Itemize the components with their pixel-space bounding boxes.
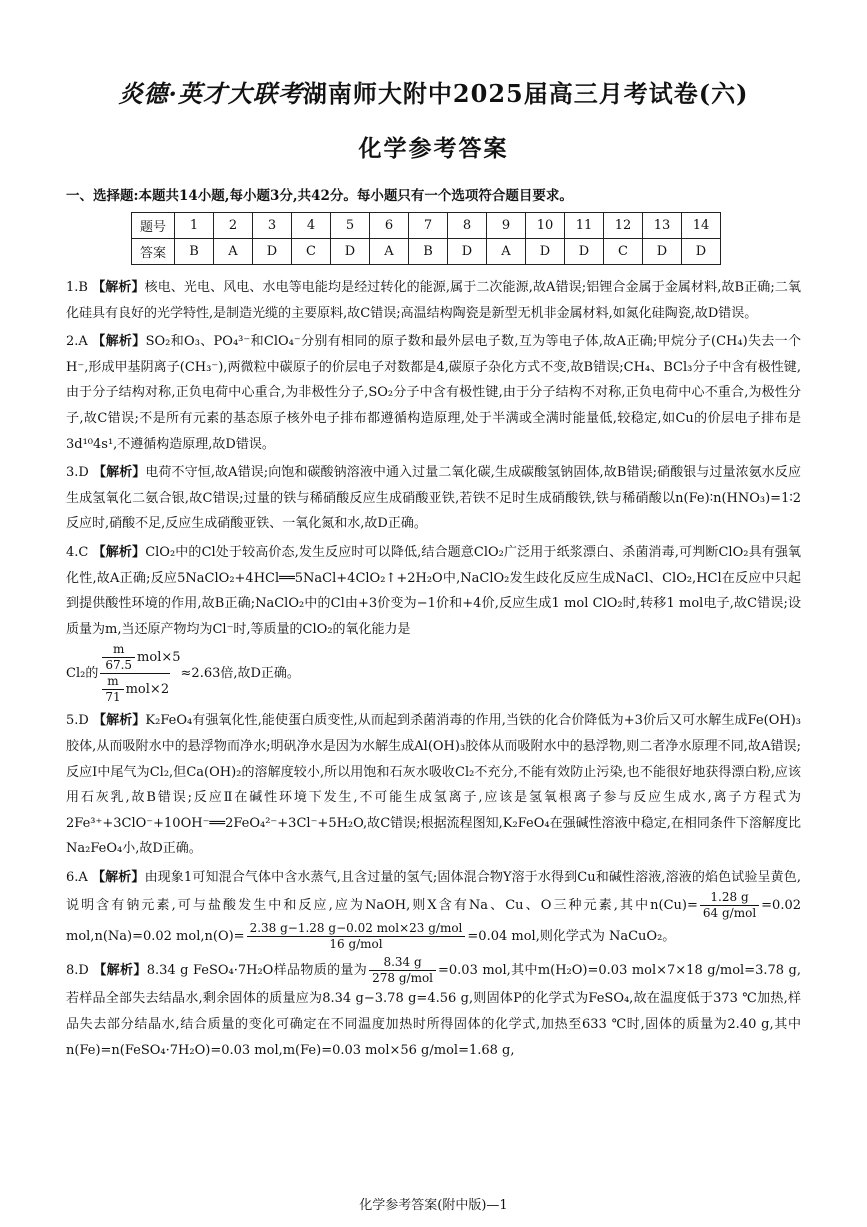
- analysis-tag: 【解析】: [92, 869, 145, 885]
- table-cell: 2: [214, 213, 253, 239]
- answer-table-row-numbers: [132, 213, 721, 239]
- table-cell: D: [331, 239, 370, 265]
- question-number: 5.D: [66, 713, 89, 729]
- moles-fraction: $\frac{8.34 g}{\text{278 g/mol}}$: [369, 955, 436, 986]
- inner-fraction: $\frac{m}{67.5}$: [102, 642, 135, 673]
- table-cell: 13: [643, 213, 682, 239]
- solution-text: K₂FeO₄有强氧化性,能使蛋白质变性,从而起到杀菌消毒的作用,当铁的化合价降低为+3价后又可水解生成Fe(OH)₃胶体,从而吸附水中的悬浮物而净水;明矾净水是因为水解生成Al(OH)₃胶体从而吸附水中的悬浮物,则二者净水原理不同,故A错误;反应Ⅰ中尾气为Cl₂,但Ca(OH)₂的溶解度较小,所以用饱和石灰水吸收Cl₂不充分,不能有效防止污染,也不能很好地获得漂白粉,应该用石灰乳,故B错误;反应Ⅱ在碱性环境下发生,不可能生成氢离子,应该是氢氧根离子参与反应生成水,离子方程式为2Fe³⁺+3ClO⁻+10OH⁻══2FeO₄²⁻+3Cl⁻+5H₂O,故C错误;根据流程图知,K₂FeO₄在强碱性溶液中稳定,在相同条件下溶解度比Na₂FeO₄小,故D正确。: [66, 713, 801, 857]
- analysis-tag: 【解析】: [92, 544, 146, 560]
- solution-2: [66, 329, 801, 457]
- analysis-tag: 【解析】: [93, 963, 147, 979]
- table-cell: B: [409, 239, 448, 265]
- page-footer: 化学参考答案(附中版)—1: [359, 1198, 508, 1213]
- table-cell: D: [565, 239, 604, 265]
- solution-tail: ≈2.63倍,故D正确。: [180, 666, 300, 682]
- table-cell: 7: [409, 213, 448, 239]
- table-cell: 10: [526, 213, 565, 239]
- table-cell: 4: [292, 213, 331, 239]
- solution-4: [66, 540, 801, 705]
- table-cell: A: [370, 239, 409, 265]
- table-cell: D: [682, 239, 721, 265]
- section-heading: 一、选择题:本题共14小题,每小题3分,共42分。每小题只有一个选项符合题目要求。: [66, 188, 573, 204]
- answer-table: [131, 212, 721, 265]
- solution-text: 由现象1可知混合气体中含水蒸气,且含过量的氢气;固体混合物Y溶于水得到Cu和碱性溶液,溶液的焰色试验呈黄色,说明含有钠元素,可与盐酸发生中和反应,应为NaOH,则X含有Na、Cu、O三种元素,其中n(Cu): [66, 869, 801, 914]
- exam-title: 湖南师大附中2025届高三月考试卷(六): [302, 79, 749, 108]
- question-number: 4.C: [66, 544, 89, 560]
- table-cell: A: [214, 239, 253, 265]
- table-cell: 8: [448, 213, 487, 239]
- table-cell: 3: [253, 213, 292, 239]
- table-cell: D: [448, 239, 487, 265]
- analysis-tag: 【解析】: [92, 280, 145, 295]
- brand-name: 炎德·英才大联考: [118, 79, 303, 108]
- table-cell: D: [526, 239, 565, 265]
- table-cell: 1: [175, 213, 214, 239]
- solution-6: 6.A 【解析】由现象1可知混合气体中含水蒸气,且含过量的氢气;固体混合物Y溶于水得到Cu和碱性溶液,溶液的焰色试验呈黄色,说明含有钠元素,可与盐酸发生中和反应,应为NaOH,则X含有Na、Cu、O三种元素,其中n(Cu)= $\frac{1.28 g}{\text{64 g/mol}}$ =0.02 mol,n(Na)=0.02 mol,n(O)= $\frac{\text{2.38 g−1.28 g−0.02 mol×23 g/mol}}{\text{16 g/mol}}$ =0.04 mol,则化学式为 NaCuO₂。: [66, 869, 801, 952]
- table-cell: 5: [331, 213, 370, 239]
- table-cell: 14: [682, 213, 721, 239]
- analysis-tag: 【解析】: [92, 334, 146, 350]
- table-cell: D: [643, 239, 682, 265]
- cu-fraction: $\frac{1.28 g}{\text{64 g/mol}}$: [700, 890, 759, 921]
- solution-text: 核电、光电、风电、水电等电能均是经过转化的能源,属于二次能源,故A错误;铝锂合金属于金属材料,故B正确;二氧化硅具有良好的光学特性,是制造光缆的主要原料,故C错误;高温结构陶瓷是新型无机非金属材料,如氮化硅陶瓷,故D错误。: [66, 280, 801, 321]
- question-number: 3.D: [66, 465, 89, 481]
- table-cell: 11: [565, 213, 604, 239]
- solution-5: [66, 708, 801, 862]
- row-label-number: 题号: [132, 213, 175, 239]
- solution-text: ClO₂中的Cl处于较高价态,发生反应时可以降低,结合题意ClO₂广泛用于纸浆漂白、杀菌消毒,可判断ClO₂具有强氧化性,故A正确;反应5NaClO₂+4HCl══5NaCl+4ClO₂↑+2H₂O中,NaClO₂发生歧化反应生成NaCl、ClO₂,HCl在反应中只起到提供酸性环境的作用,故B正确;NaClO₂中的Cl由+3价变为−1价和+4价,反应生成1 mol ClO₂时,转移1 mol电子,故C错误;设质量为m,当还原产物均为Cl⁻时,等质量的ClO₂的氧化能力是: [66, 544, 801, 637]
- table-cell: 12: [604, 213, 643, 239]
- fraction-denominator: $\frac{m}{71}$ mol×2: [100, 674, 180, 705]
- row-label-answer: 答案: [132, 239, 175, 265]
- page-title: [0, 74, 867, 109]
- solution-3: [66, 460, 801, 537]
- solution-tail: NaCuO₂。: [608, 929, 676, 945]
- question-number: 2.A: [66, 334, 88, 350]
- solution-1: [66, 275, 801, 326]
- fraction-numerator: $\frac{m}{67.5}$ mol×5: [100, 642, 180, 673]
- question-number: 1.B: [66, 280, 88, 295]
- analysis-tag: 【解析】: [93, 465, 146, 481]
- table-cell: B: [175, 239, 214, 265]
- table-cell: C: [604, 239, 643, 265]
- question-number: 8.D: [66, 963, 89, 979]
- analysis-tag: 【解析】: [93, 713, 146, 729]
- ratio-fraction: [100, 642, 180, 705]
- question-number: 6.A: [66, 869, 88, 885]
- o-fraction: $\frac{\text{2.38 g−1.28 g−0.02 mol×23 g/mol}}{\text{16 g/mol}}$: [247, 921, 466, 952]
- solution-text: SO₂和O₃、PO₄³⁻和ClO₄⁻分别有相同的原子数和最外层电子数,互为等电子体,故A正确;甲烷分子(CH₄)失去一个H⁻,形成甲基阴离子(CH₃⁻),两微粒中碳原子的价层电子对数都是4,碳原子杂化方式不变,故B错误;CH₄、BCl₃分子中含有极性键,由于分子结构对称,正负电荷中心重合,为非极性分子,SO₂分子中含有极性键,由于分子结构不对称,正负电荷中心不重合,为极性分子,故C错误;不是所有元素的基态原子核外电子排布都遵循构造原理,处于半满或全满时能量低,较稳定,如Cu的价层电子排布是3d¹⁰4s¹,不遵循构造原理,故D错误。: [66, 334, 801, 452]
- solutions-body: [66, 275, 801, 1066]
- table-cell: A: [487, 239, 526, 265]
- table-cell: 6: [370, 213, 409, 239]
- answer-table-row-answers: [132, 239, 721, 265]
- solution-text: 电荷不守恒,故A错误;向饱和碳酸钠溶液中通入过量二氧化碳,生成碳酸氢钠固体,故B错误;硝酸银与过量浓氨水反应生成氢氧化二氨合银,故C错误;过量的铁与稀硝酸反应生成硝酸亚铁,若铁不足时生成硝酸铁,铁与稀硝酸以n(Fe)∶n(HNO₃)=1∶2反应时,硝酸不足,反应生成硝酸亚铁、一氧化氮和水,故D正确。: [66, 465, 801, 532]
- table-cell: C: [292, 239, 331, 265]
- page-subtitle: 化学参考答案: [358, 135, 509, 162]
- table-cell: D: [253, 239, 292, 265]
- inner-fraction: $\frac{m}{71}$: [102, 674, 123, 705]
- solution-text: =0.03 mol,其中m(H₂O)=0.03 mol×7×18 g/mol=3.78 g,若样品全部失去结晶水,剩余固体的质量应为8.34 g−3.78 g=4.56 g,则固体P的化学式为FeSO₄,故在温度低于373 ℃加热,样品失去部分结晶水,结合质量的变化可确定在不同温度加热时所得固体的化学式,加热至633 ℃时,固体的质量为2.40 g,其中n(Fe)=n(FeSO₄·7H₂O)=0.03 mol,m(Fe)=0.03 mol×56 g/mol=1.68 g,: [66, 963, 801, 1058]
- table-cell: 9: [487, 213, 526, 239]
- solution-8: 8.D 【解析】8.34 g FeSO₄·7H₂O样品物质的量为 $\frac{8.34 g}{\text{278 g/mol}}$ =0.03 mol,其中m(H₂O)=0.03 mol×7×18 g/mol=3.78 g,若样品全部失去结晶水,剩余固体的质量应为8.34 g−3.78 g=4.56 g,则固体P的化学式为FeSO₄,故在温度低于373 ℃加热,样品失去部分结晶水,结合质量的变化可确定在不同温度加热时所得固体的化学式,加热至633 ℃时,固体的质量为2.40 g,其中n(Fe)=n(FeSO₄·7H₂O)=0.03 mol,m(Fe)=0.03 mol×56 g/mol=1.68 g,: [66, 955, 801, 1058]
- formula-prefix: Cl₂的: [66, 666, 99, 682]
